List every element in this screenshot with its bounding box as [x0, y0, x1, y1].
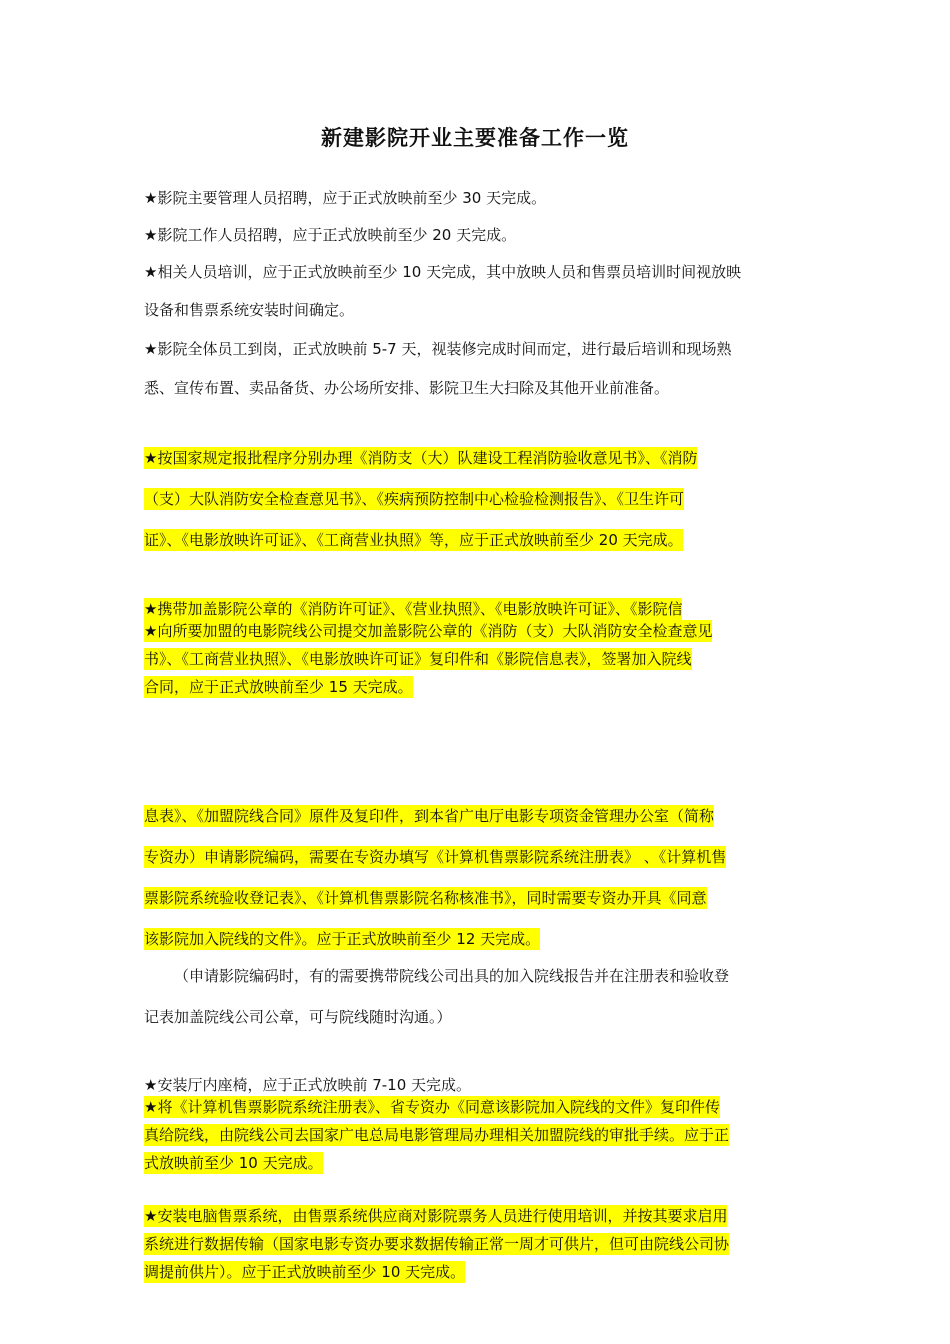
highlighted-line: 合同，应于正式放映前至少 15 天完成。 [144, 678, 413, 696]
paragraph-line: ★影院全体员工到岗，正式放映前 5-7 天，视装修完成时间而定，进行最后培训和现场熟 [144, 340, 732, 358]
paragraph-line: 悉、宣传布置、卖品备货、办公场所安排、影院卫生大扫除及其他开业前准备。 [144, 379, 670, 397]
highlighted-line: ★安装电脑售票系统，由售票系统供应商对影院票务人员进行使用培训，并按其要求启用 [144, 1207, 728, 1225]
paragraph-line: 设备和售票系统安装时间确定。 [144, 301, 355, 319]
highlighted-line: 系统进行数据传输（国家电影专资办要求数据传输正常一周才可供片，但可由院线公司协 [144, 1235, 730, 1253]
highlighted-line: 票影院系统验收登记表》、《计算机售票影院名称核准书》，同时需要专资办开具《同意 [144, 889, 707, 907]
highlighted-line: 证》、《电影放映许可证》、《工商营业执照》等，应于正式放映前至少 20 天完成。 [144, 531, 683, 549]
paragraph-line: ★影院主要管理人员招聘，应于正式放映前至少 30 天完成。 [144, 189, 547, 207]
highlighted-line: 专资办）申请影院编码，需要在专资办填写《计算机售票影院系统注册表》 、《计算机售 [144, 848, 727, 866]
highlighted-line: 书》、《工商营业执照》、《电影放映许可证》复印件和《影院信息表》，签署加入院线 [144, 650, 692, 668]
paragraph-line: ★影院工作人员招聘，应于正式放映前至少 20 天完成。 [144, 226, 517, 244]
highlighted-line: 息表》、《加盟院线合同》原件及复印件，到本省广电厅电影专项资金管理办公室（简称 [144, 807, 715, 825]
highlighted-line: 调提前供片）。应于正式放映前至少 10 天完成。 [144, 1263, 466, 1281]
highlighted-line: ★携带加盖影院公章的《消防许可证》、《营业执照》、《电影放映许可证》、《影院信 [144, 600, 683, 618]
note-line: 记表加盖院线公司公章，可与院线随时沟通。） [144, 1008, 452, 1026]
highlighted-line: （支）大队消防安全检查意见书》、《疾病预防控制中心检验检测报告》、《卫生许可 [144, 490, 685, 508]
paragraph-line: ★相关人员培训，应于正式放映前至少 10 天完成，其中放映人员和售票员培训时间视放映 [144, 263, 742, 281]
note-line: （申请影院编码时，有的需要携带院线公司出具的加入院线报告并在注册表和验收登 [174, 967, 730, 985]
highlighted-line: ★向所要加盟的电影院线公司提交加盖影院公章的《消防（支）大队消防安全检查意见 [144, 622, 713, 640]
highlighted-line: 式放映前至少 10 天完成。 [144, 1154, 323, 1172]
highlighted-line: ★将《计算机售票影院系统注册表》、省专资办《同意该影院加入院线的文件》复印件传 [144, 1098, 720, 1116]
highlighted-line: 真给院线，由院线公司去国家广电总局电影管理局办理相关加盟院线的审批手续。应于正 [144, 1126, 730, 1144]
highlighted-line: 该影院加入院线的文件》。应于正式放映前至少 12 天完成。 [144, 930, 541, 948]
highlighted-line: ★按国家规定报批程序分别办理《消防支（大）队建设工程消防验收意见书》、《消防 [144, 449, 698, 467]
document-title: 新建影院开业主要准备工作一览 [321, 126, 629, 150]
paragraph-line: ★安装厅内座椅，应于正式放映前 7-10 天完成。 [144, 1076, 472, 1094]
